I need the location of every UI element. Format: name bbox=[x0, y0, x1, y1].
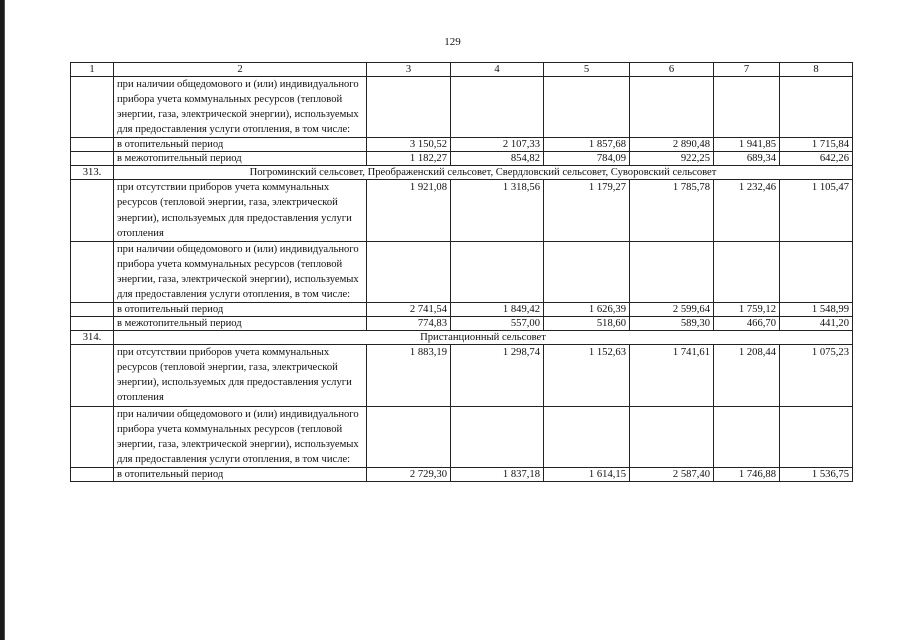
value-cell: 2 599,64 bbox=[630, 303, 714, 317]
table-row bbox=[71, 303, 853, 317]
row-description: при отсутствии приборов учета коммунальных ресурсов (тепловой энергии, газа, электрической энергии), используемых для предоставления услуги отопления bbox=[114, 180, 367, 241]
row-number-cell bbox=[71, 406, 114, 467]
table-row bbox=[71, 345, 853, 406]
value-cell bbox=[544, 241, 630, 302]
column-number: 4 bbox=[451, 63, 544, 77]
table-row bbox=[71, 241, 853, 302]
value-cell bbox=[451, 77, 544, 138]
row-number-cell bbox=[71, 241, 114, 302]
value-cell: 557,00 bbox=[451, 317, 544, 331]
value-cell: 1 182,27 bbox=[367, 152, 451, 166]
value-cell: 1 179,27 bbox=[544, 180, 630, 241]
row-number-cell bbox=[71, 152, 114, 166]
value-cell: 922,25 bbox=[630, 152, 714, 166]
value-cell: 1 921,08 bbox=[367, 180, 451, 241]
value-cell: 1 105,47 bbox=[780, 180, 853, 241]
table-row bbox=[71, 317, 853, 331]
row-number-cell bbox=[71, 345, 114, 406]
value-cell bbox=[630, 77, 714, 138]
table-row bbox=[71, 406, 853, 467]
tariff-table bbox=[70, 62, 853, 482]
row-number-cell bbox=[71, 467, 114, 481]
value-cell: 1 298,74 bbox=[451, 345, 544, 406]
row-description: при наличии общедомового и (или) индивидуального прибора учета коммунальных ресурсов (тепловой энергии, газа, электрической энергии), используемых для предоставления услуги отопления, в том числе: bbox=[114, 77, 367, 138]
value-cell: 2 587,40 bbox=[630, 467, 714, 481]
page-number: 129 bbox=[444, 36, 461, 48]
section-header-row bbox=[71, 166, 853, 180]
column-number: 8 bbox=[780, 63, 853, 77]
value-cell: 589,30 bbox=[630, 317, 714, 331]
value-cell bbox=[367, 406, 451, 467]
row-description: в межотопительный период bbox=[114, 317, 367, 331]
value-cell: 1 785,78 bbox=[630, 180, 714, 241]
section-title: Пристанционный сельсовет bbox=[114, 331, 853, 345]
value-cell: 1 837,18 bbox=[451, 467, 544, 481]
value-cell: 1 857,68 bbox=[544, 138, 630, 152]
value-cell bbox=[630, 241, 714, 302]
table-row bbox=[71, 152, 853, 166]
column-number-row bbox=[71, 63, 853, 77]
value-cell bbox=[451, 406, 544, 467]
section-header-row bbox=[71, 331, 853, 345]
value-cell: 774,83 bbox=[367, 317, 451, 331]
column-number: 5 bbox=[544, 63, 630, 77]
row-description: в отопительный период bbox=[114, 303, 367, 317]
column-number: 3 bbox=[367, 63, 451, 77]
row-description: при отсутствии приборов учета коммунальных ресурсов (тепловой энергии, газа, электрической энергии), используемых для предоставления услуги отопления bbox=[114, 345, 367, 406]
section-title: Погроминский сельсовет, Преображенский сельсовет, Свердловский сельсовет, Суворовский сельсовет bbox=[114, 166, 853, 180]
column-number: 7 bbox=[714, 63, 780, 77]
value-cell: 2 890,48 bbox=[630, 138, 714, 152]
value-cell bbox=[714, 241, 780, 302]
value-cell: 1 715,84 bbox=[780, 138, 853, 152]
value-cell: 1 746,88 bbox=[714, 467, 780, 481]
value-cell: 2 741,54 bbox=[367, 303, 451, 317]
value-cell: 689,34 bbox=[714, 152, 780, 166]
value-cell bbox=[780, 77, 853, 138]
value-cell bbox=[451, 241, 544, 302]
table-row bbox=[71, 138, 853, 152]
value-cell bbox=[544, 77, 630, 138]
table-row bbox=[71, 180, 853, 241]
value-cell bbox=[367, 241, 451, 302]
value-cell bbox=[780, 241, 853, 302]
table-row bbox=[71, 467, 853, 481]
value-cell: 441,20 bbox=[780, 317, 853, 331]
value-cell: 1 741,61 bbox=[630, 345, 714, 406]
value-cell bbox=[780, 406, 853, 467]
value-cell: 1 208,44 bbox=[714, 345, 780, 406]
section-number: 313. bbox=[71, 166, 114, 180]
value-cell: 1 318,56 bbox=[451, 180, 544, 241]
column-number: 2 bbox=[114, 63, 367, 77]
row-description: при наличии общедомового и (или) индивидуального прибора учета коммунальных ресурсов (тепловой энергии, газа, электрической энергии), используемых для предоставления услуги отопления, в том числе: bbox=[114, 406, 367, 467]
value-cell: 1 548,99 bbox=[780, 303, 853, 317]
value-cell bbox=[630, 406, 714, 467]
row-number-cell bbox=[71, 180, 114, 241]
value-cell: 518,60 bbox=[544, 317, 630, 331]
value-cell: 2 107,33 bbox=[451, 138, 544, 152]
section-number: 314. bbox=[71, 331, 114, 345]
value-cell: 1 759,12 bbox=[714, 303, 780, 317]
value-cell: 1 232,46 bbox=[714, 180, 780, 241]
value-cell: 1 075,23 bbox=[780, 345, 853, 406]
row-description: в отопительный период bbox=[114, 467, 367, 481]
value-cell: 1 536,75 bbox=[780, 467, 853, 481]
value-cell: 1 883,19 bbox=[367, 345, 451, 406]
value-cell: 1 614,15 bbox=[544, 467, 630, 481]
row-description: в отопительный период bbox=[114, 138, 367, 152]
value-cell: 1 849,42 bbox=[451, 303, 544, 317]
scan-edge bbox=[0, 0, 5, 640]
row-number-cell bbox=[71, 77, 114, 138]
column-number: 6 bbox=[630, 63, 714, 77]
value-cell bbox=[544, 406, 630, 467]
value-cell: 3 150,52 bbox=[367, 138, 451, 152]
row-description: при наличии общедомового и (или) индивидуального прибора учета коммунальных ресурсов (тепловой энергии, газа, электрической энергии), используемых для предоставления услуги отопления, в том числе: bbox=[114, 241, 367, 302]
row-number-cell bbox=[71, 138, 114, 152]
value-cell bbox=[714, 77, 780, 138]
value-cell: 1 941,85 bbox=[714, 138, 780, 152]
value-cell: 1 152,63 bbox=[544, 345, 630, 406]
table-row bbox=[71, 77, 853, 138]
value-cell: 466,70 bbox=[714, 317, 780, 331]
row-number-cell bbox=[71, 303, 114, 317]
value-cell: 784,09 bbox=[544, 152, 630, 166]
value-cell: 1 626,39 bbox=[544, 303, 630, 317]
column-number: 1 bbox=[71, 63, 114, 77]
value-cell: 642,26 bbox=[780, 152, 853, 166]
row-number-cell bbox=[71, 317, 114, 331]
row-description: в межотопительный период bbox=[114, 152, 367, 166]
value-cell: 2 729,30 bbox=[367, 467, 451, 481]
value-cell bbox=[367, 77, 451, 138]
value-cell bbox=[714, 406, 780, 467]
value-cell: 854,82 bbox=[451, 152, 544, 166]
